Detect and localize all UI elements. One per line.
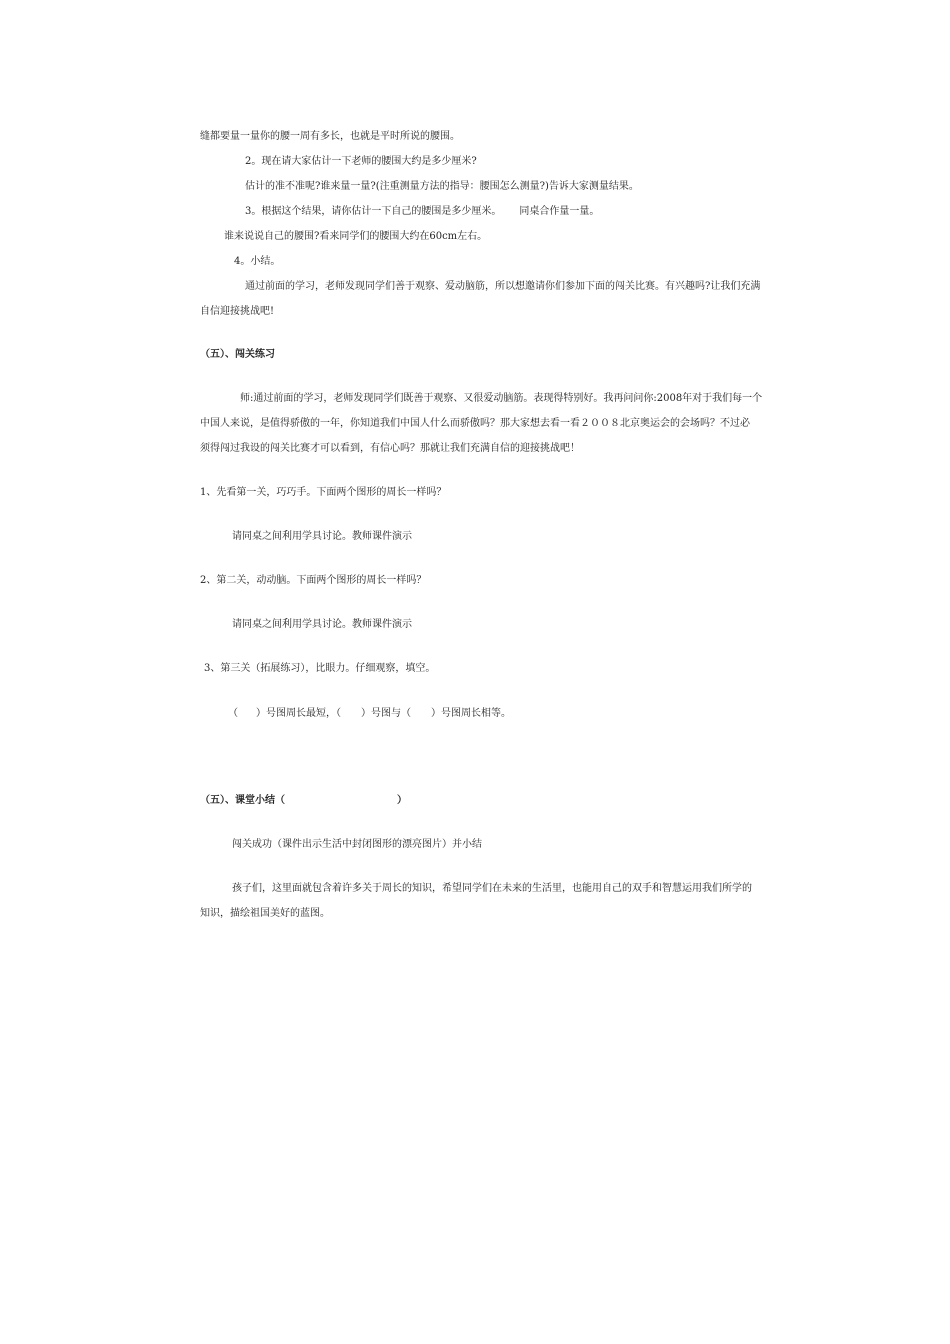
paragraph-line: 通过前面的学习，老师发现同学们善于观察、爱动脑筋，所以想邀请你们参加下面的闯关比赛。有兴趣吗?让我们充满 <box>245 281 761 292</box>
paragraph-line: 中国人来说，是值得骄傲的一年，你知道我们中国人什么而骄傲吗？那大家想去看一看２００８北京奥运会的会场吗？不过必 <box>200 418 750 429</box>
paragraph-line: 请同桌之间利用学具讨论。教师课件演示 <box>232 619 412 630</box>
paragraph-line: 缝都要量一量你的腰一周有多长，也就是平时所说的腰围。 <box>200 131 460 142</box>
section-heading-summary: （五）、课堂小结（ ） <box>200 795 407 806</box>
list-item-2: 2。现在请大家估计一下老师的腰围大约是多少厘米? <box>245 156 477 167</box>
paragraph-line: 估计的准不准呢?谁来量一量?(注重测量方法的指导：腰围怎么测量?)告诉大家测量结果。 <box>245 181 639 192</box>
list-item-4: 4。小结。 <box>234 256 281 267</box>
paragraph-line: 请同桌之间利用学具讨论。教师课件演示 <box>232 531 412 542</box>
paragraph-line: 须得闯过我设的闯关比赛才可以看到，有信心吗？那就让我们充满自信的迎接挑战吧！ <box>200 443 580 454</box>
paragraph-line: 师:通过前面的学习，老师发现同学们既善于观察、又很爱动脑筋。表现得特别好。我再问问你:2008年对于我们每一个 <box>240 393 763 404</box>
challenge-item-1: 1、先看第一关，巧巧手。下面两个图形的周长一样吗？ <box>200 487 447 498</box>
list-item-3: 3。根据这个结果，请你估计一下自己的腰围是多少厘米。 同桌合作量一量。 <box>245 206 600 217</box>
paragraph-line: 知识，描绘祖国美好的蓝图。 <box>200 908 330 919</box>
paragraph-line: 孩子们，这里面就包含着许多关于周长的知识，希望同学们在未来的生活里，也能用自己的双手和智慧运用我们所学的 <box>232 883 752 894</box>
fill-in-blank-line: （ ）号图周长最短，（ ）号图与（ ）号图周长相等。 <box>228 708 511 719</box>
paragraph-line: 自信迎接挑战吧! <box>200 306 275 317</box>
challenge-item-2: 2、第二关，动动脑。下面两个图形的周长一样吗？ <box>200 575 427 586</box>
challenge-item-3: 3、第三关（拓展练习），比眼力。仔细观察，填空。 <box>204 663 436 674</box>
paragraph-line: 闯关成功（课件出示生活中封闭图形的漂亮图片）并小结 <box>232 839 482 850</box>
section-heading-challenge: （五）、闯关练习 <box>200 349 275 360</box>
paragraph-line: 谁来说说自己的腰围?看来同学们的腰围大约在60cm左右。 <box>224 231 488 242</box>
